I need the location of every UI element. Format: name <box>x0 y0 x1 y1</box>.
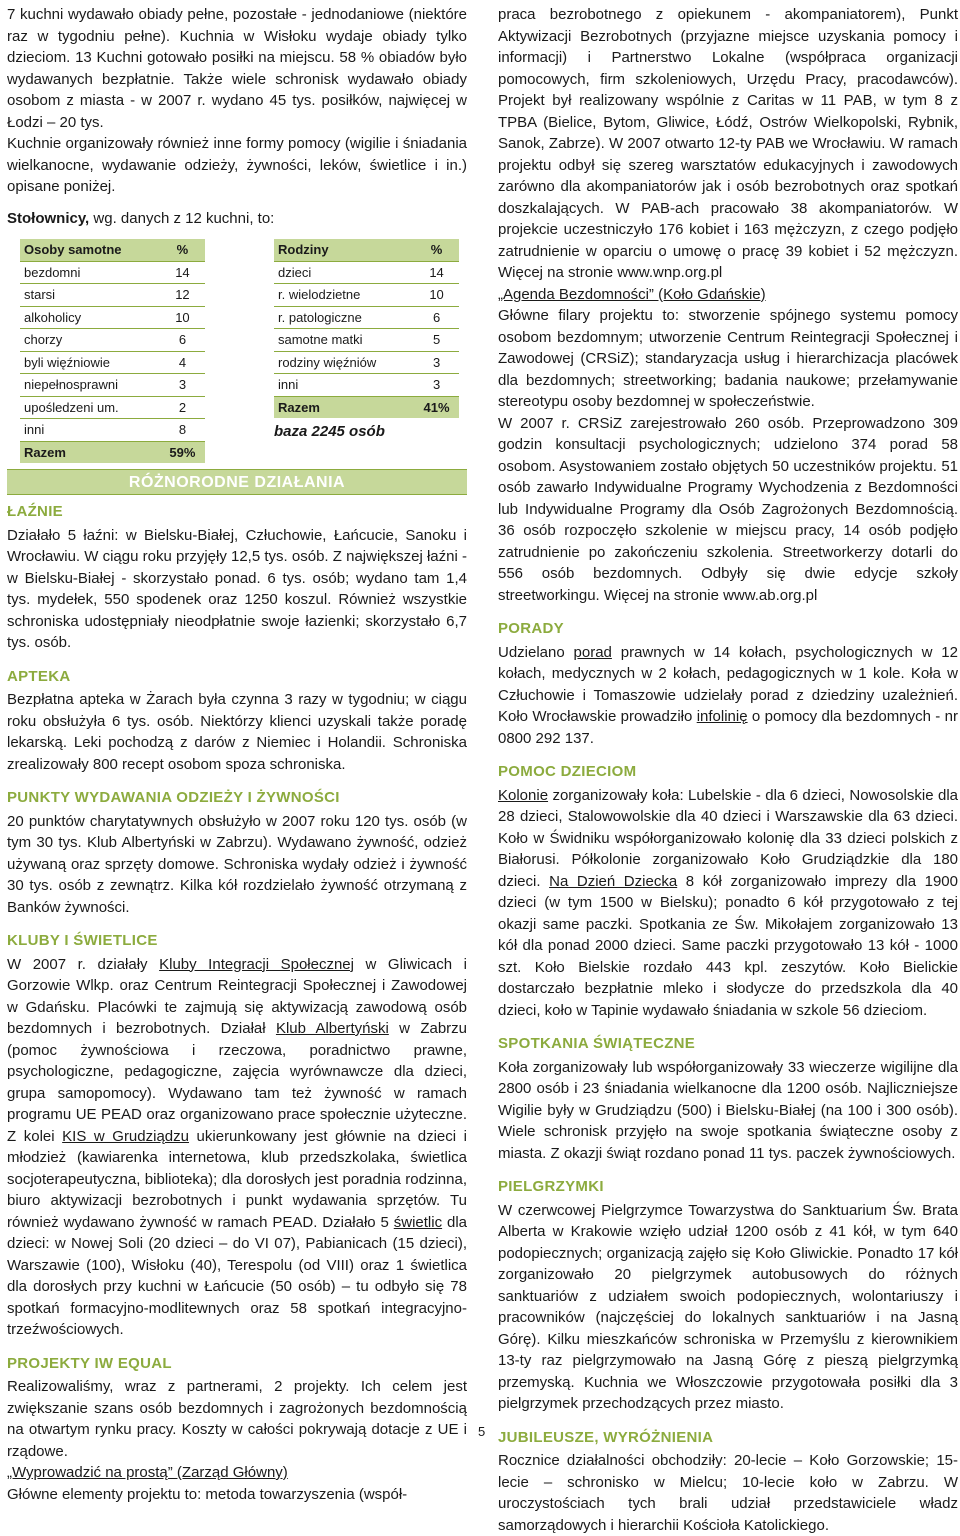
table-cell: 3 <box>414 374 459 397</box>
table-header-cell: % <box>414 239 459 261</box>
table-cell: chorzy <box>20 329 160 352</box>
table-cell: upośledzeni um. <box>20 396 160 419</box>
table-cell: r. wielodzietne <box>274 284 414 307</box>
table-row <box>274 306 459 329</box>
intro-paragraph: 7 kuchni wydawało obiady pełne, pozostałe - jednodaniowe (niektóre raz w tygodniu pełne). Kuchnia w Wisłoku wydaje obiady tylko dzieciom. 13 Kuchni gotowało posiłki na miejscu. 58 % obiadów było wydawanych bezpłatnie. Także wiele schronisk wydawało obiady osobom z miasta - w 2007 r. wydano 45 tys. posiłków, najwięcej w Łodzi – 20 tys. <box>7 6 467 131</box>
table-cell: 8 <box>160 419 205 442</box>
project-title: „Agenda Bezdomności” (Koło Gdańskie) <box>498 285 766 303</box>
section-text-pielgrzymki: W czerwcowej Pielgrzymce Towarzystwa do Sanktuarium Św. Brata Alberta w Krakowie wzięło udział 1200 osób z 41 kół, w tym 640 podopiecznych; organizacją zajęło się Koło Gliwickie. Ponadto 17 kół zorganizowało 20 pielgrzymek autobusowych do różnych sanktuariów z udziałem swoich podopiecznych, wolontariuszy i pracowników (najczęściej do lokalnych sanktuariów i na Jasną Górę). Kilku mieszkańców schroniska w Przemyślu z kierownikiem 13-ty raz pielgrzymowało na Jasną Górę z pieszą pielgrzymką przemyską. Kuchnia we Włoszczowie przygotowała posiłki dla 3 pielgrzymek przechodzących przez miasto. <box>498 1201 958 1412</box>
underlined-term: KIS w Grudziądzu <box>62 1127 189 1145</box>
table-single-persons <box>20 239 205 463</box>
section-heading-projekty: PROJEKTY IW EQUAL <box>7 1354 172 1372</box>
table-cell: 3 <box>160 374 205 397</box>
table-row <box>20 261 205 284</box>
table-cell: niepełnosprawni <box>20 374 160 397</box>
text-run: prawnych w 14 kołach, psychologicznych w 12 kołach, medycznych w 2 kołach, pedagogicznych w 1 kole. Koła w Człuchowie i Tomaszowie udzielały porad z dziedziny uzależnień. Koło Wrocławskie prowadziło <box>498 643 958 725</box>
table-cell: Razem <box>20 441 160 463</box>
table-cell: 59% <box>160 441 205 463</box>
text-run: zorganizowały koła: Lubelskie - dla 6 dzieci, Nowosolskie dla 28 dzieci, Stalowowolskie dla 40 dzieci i Warszawskie dla 63 dzieci. Koło w Świdniku współorganizowało kolonię dla 33 dzieci polskich z Białorusi. Półkolonie zorganizowało Koło Grudziądzkie dla 180 dzieci. <box>498 786 958 890</box>
paragraph: Główne filary projektu to: stworzenie spójnego systemu pomocy osobom bezdomnym; utworzenie Centrum Reintegracji Społecznej i Zawodowej (CRSiZ); standaryzacja usług i hierarchizacja placówek dla bezdomnych; streetworking; badania naukowe; przełamywanie stereotypu osoby bezdomnej w społeczeństwie. <box>498 307 958 410</box>
section-text-lazni: Działało 5 łaźni: w Bielsku-Białej, Człuchowie, Łańcucie, Sanoku i Wrocławiu. W ciągu roku przyjęły 12,5 tys. osób. Z największej łaźni - w Bielsku-Białej - skorzystało ponad. 6 tys. osób; wydano tam 1,4 tys. mydełek, 550 spodenek oraz 1250 koszul. Również wszystkie schroniska udostępniały nieodpłatnie swoje łazienki; skorzystało 6,7 tys. osób. <box>7 526 467 651</box>
table-header <box>274 239 459 261</box>
base-count-note: baza 2245 osób <box>274 423 385 440</box>
underlined-term: Klub Albertyński <box>275 1020 389 1037</box>
section-banner: RÓŻNORODNE DZIAŁANIA <box>7 469 467 495</box>
table-header-cell: % <box>160 239 205 261</box>
left-column <box>7 4 467 1505</box>
table-cell: 4 <box>160 351 205 374</box>
section-heading-spotkania: SPOTKANIA ŚWIĄTECZNE <box>498 1035 696 1052</box>
text-run: Udzielano <box>498 643 574 661</box>
section-text-projekty-2: Główne elementy projektu to: metoda towarzyszenia (współ- <box>7 1485 408 1503</box>
section-heading-kluby: KLUBY I ŚWIETLICE <box>7 932 158 949</box>
underlined-term: Kolonie <box>498 786 549 804</box>
section-text-jubileusze: Rocznice działalności obchodziły: 20-lecie – Koło Gorzowskie; 15-lecie – schronisko w Mielcu; 10-lecie koło w Zabrzu. W uroczystościach tych brali udział przedstawiciele władz samorządowych i hierarchii Kościoła Katolickiego. <box>498 1452 958 1534</box>
section-heading-jubileusze: JUBILEUSZE, WYRÓŻNIENIA <box>498 1428 714 1446</box>
section-text-punkty: 20 punktów charytatywnych obsłużyło w 2007 roku 120 tys. osób (w tym 30 tys. Klub Albertyński w Zabrzu). Wydawano żywność, odzież używaną oraz sprzęty domowe. Schroniska wydały odzież i żywność 30 tys. osób z zewnątrz. Kilka kół rozdzielało żywność otrzymaną z Banków żywności. <box>7 812 467 916</box>
text-run: ukierunkowany jest głównie na dzieci i młodzież (kawiarenka internetowa, klub przedszkolaka, świetlica socjoterapeutyczna, biblioteka); dla dorosłych jest poradnia rodzinna, biuro aktywizacji bezrobotnych i punkt wydawania sprzętów. Tu również wydawano żywność w ramach PEAD. Działało 5 <box>7 1127 467 1231</box>
table-row <box>20 284 205 307</box>
section-text-porady <box>498 642 958 750</box>
table-families <box>274 239 459 418</box>
table-cell: 12 <box>160 284 205 307</box>
underlined-term: Na Dzień Dziecka <box>549 872 678 890</box>
stolownicy-label: Stołownicy, <box>7 209 90 227</box>
table-cell: 3 <box>414 351 459 374</box>
section-heading-punkty: PUNKTY WYDAWANIA ODZIEŻY I ŻYWNOŚCI <box>7 789 340 806</box>
section-heading-pielgrzymki: PIELGRZYMKI <box>498 1178 604 1195</box>
stolownicy-text: wg. danych z 12 kuchni, to: <box>89 209 275 227</box>
paragraph: praca bezrobotnego z opiekunem - akompaniatorem), Punkt Aktywizacji Bezrobotnych (przyjazne miejsce uzyskania pomocy i informacji) i Partnerstwo Lokalne (współpraca organizacji pomocowych, firm szkoleniowych, Urzędu Pracy, pracodawców). Projekt był realizowany wspólnie z Caritas w 11 PAB, w tym 8 z TPBA (Bielice, Bytom, Gliwice, Łódź, Ostrów Wielkopolski, Rybnik, Sanok, Zabrze). W 2007 otwarto 12-ty PAB we Wrocławiu. W ramach projektu odbył się szereg warsztatów edukacyjnych i zawodowych zarówno dla akompaniatorów jak i osób bezrobotnych oraz spotkań doszkalających. W PAB-ach pracowało 38 akompaniatorów. W projekcie uczestniczyło 176 kobiet i 163 mężczyzn, z czego podjęło zatrudnienie w oparciu o umowę o pracę 39 kobiet i 52 mężczyzn. Więcej na stronie www.wnp.org.pl <box>498 6 958 281</box>
table-cell: samotne matki <box>274 329 414 352</box>
section-text-spotkania: Koła zorganizowały lub współorganizowały 33 wieczerze wigilijne dla 2800 osób i 23 śniadania wielkanocne dla 1200 osób. Najliczniejsze Wigilie były w Grudziądzu (500) i Bielsku-Białej (na 100 i 300 osób). Wiele schronisk przyjęło na swoje spotkania świąteczne osoby z miasta. Z okazji świąt rozdano ponad 11 tys. paczek żywnościowych. <box>498 1058 958 1162</box>
table-header-cell: Rodziny <box>274 239 414 261</box>
table-cell: byli więźniowie <box>20 351 160 374</box>
text-run: W 2007 r. działały <box>7 955 160 973</box>
table-row <box>20 351 205 374</box>
right-column <box>498 4 958 1536</box>
table-cell: r. patologiczne <box>274 306 414 329</box>
section-text-kluby <box>7 954 467 1341</box>
section-heading-lazni: ŁAŹNIE <box>7 503 63 520</box>
table-header <box>20 239 205 261</box>
project-title: „Wyprowadzić na prostą” (Zarząd Główny) <box>7 1464 288 1481</box>
table-cell: Razem <box>274 396 414 418</box>
table-cell: 6 <box>160 329 205 352</box>
table-cell: inni <box>20 419 160 442</box>
table-cell: alkoholicy <box>20 306 160 329</box>
table-cell: 14 <box>414 261 459 284</box>
underlined-term: infolinię <box>696 708 748 725</box>
table-row <box>20 329 205 352</box>
table-cell: rodziny więźniów <box>274 351 414 374</box>
stolownicy-line <box>7 208 467 230</box>
text-run: o pomocy dla bezdomnych - nr 0800 292 137. <box>498 708 958 747</box>
table-cell: 5 <box>414 329 459 352</box>
page-number: 5 <box>478 1424 486 1439</box>
table-cell: 14 <box>160 261 205 284</box>
table-row <box>274 329 459 352</box>
table-cell: 41% <box>414 396 459 418</box>
table-cell: 2 <box>160 396 205 419</box>
table-total-row <box>20 441 205 463</box>
table-cell: dzieci <box>274 261 414 284</box>
table-cell: starsi <box>20 284 160 307</box>
table-row <box>20 396 205 419</box>
section-heading-pomoc: POMOC DZIECIOM <box>498 763 637 780</box>
underlined-term: świetlic <box>393 1213 443 1231</box>
section-heading-apteka: APTEKA <box>7 667 71 685</box>
text-run: dla dzieci: w Nowej Soli (20 dzieci – do VI 07), Pabianicach (15 dzieci), Warszawie (100), Wisłoku (40), Terespolu (od VIII) oraz 1 świetlica dla dorosłych przy kuchni w Łańcucie (50 osób) – tu odbyło się 78 spotkań formacyjno-modlitewnych oraz 58 spotkań integracyjno-trzeźwościowych. <box>7 1213 467 1338</box>
table-cell: 10 <box>160 306 205 329</box>
section-text-projekty: Realizowaliśmy, wraz z partnerami, 2 projekty. Ich celem jest zwiększanie szans osób bezdomnych i zagrożonych bezdomnością na otwartym rynku pracy. Koszty w całości pokrywają dotacje z UE i rządowe. <box>7 1378 467 1460</box>
table-row <box>20 306 205 329</box>
table-cell: inni <box>274 374 414 397</box>
table-cell: 10 <box>414 284 459 307</box>
text-run: w Zabrzu (pomoc żywnościowa i rzeczowa, poradnictwo prawne, psychologiczne, pedagogiczne, zajęcia wyrównawcze dla dzieci, grupa samopomocy). Wydawano tam też żywność w ramach programu UE PEAD oraz organizowano prace społecznie użyteczne. Z kolei <box>7 1020 467 1145</box>
underlined-term: porad <box>573 643 612 661</box>
table-row <box>274 351 459 374</box>
table-cell: bezdomni <box>20 261 160 284</box>
section-text-apteka: Bezpłatna apteka w Żarach była czynna 3 razy w tygodniu; w ciągu roku obsłużyła 6 tys. osób. Niektórzy klienci uzyskali także poradę lekarską. Leki pochodzą z darów z Niemiec i Holandii. Schroniska zrealizowały 800 recept osobom spoza schroniska. <box>7 691 467 773</box>
section-heading-porady: PORADY <box>498 620 564 637</box>
table-cell: 6 <box>414 306 459 329</box>
table-header-cell: Osoby samotne <box>20 239 160 261</box>
table-row <box>20 419 205 442</box>
table-total-row <box>274 396 459 418</box>
table-row <box>274 374 459 397</box>
section-text-pomoc <box>498 785 958 1022</box>
text-run: w Gliwicach i Gorzowie Wlkp. oraz Centrum Reintegracji Społecznej i Zawodowej w Gdańsku. Placówki te zajmują się aktywizacją zawodową osób bezdomnych i bezrobotnych. Działał <box>7 955 467 1037</box>
table-row <box>274 284 459 307</box>
intro-paragraph-2: Kuchnie organizowały również inne formy pomocy (wigilie i śniadania wielkanocne, wydawanie odzieży, żywności, leków, świetlice i in.) opisane poniżej. <box>7 135 467 195</box>
statistics-tables <box>7 239 467 460</box>
table-row <box>274 261 459 284</box>
paragraph: W 2007 r. CRSiZ zarejestrowało 260 osób. Przeprowadzono 309 godzin konsultacji psychologicznych; udzielono 374 porad 58 osobom. Asystowaniem zostało objętych 50 uczestników projektu. 51 osób zawarło Indywidualne Programy Wychodzenia z Bezdomności lub Indywidualne Programy dla Osób Zagrożonych Bezdomnością. 36 osób rozpoczęło szkolenie w miejscu pracy, 14 osób podjęło zatrudnienie po zakończeniu szkolenia. Streetworkerzy dotarli do 556 osób bezdomnych. Odbyły się dwie edycje szkoły streetworkingu. Więcej na stronie www.ab.org.pl <box>498 414 958 604</box>
text-run: 8 kół zorganizowało imprezy dla 1900 dzieci (w tym 1500 w Bielsku); ponadto 6 kół przygotowało z tej okazji same paczki. Spotkania ze Św. Mikołajem zorganizowało 13 kół dla ponad 2000 dzieci. Same paczki przygotowało 13 kół - 1000 szt. Koło Bielskie rozdało 443 kpl. zeszytów. Koło Bielickie dostarczało bezpłatnie mleko i słodycze do przedszkola dla 40 dzieci, koło w Tapinie wydawało śniadania w szkole 56 dzieciom. <box>498 872 958 1019</box>
table-row <box>20 374 205 397</box>
underlined-term: Kluby Integracji Społecznej <box>159 955 354 973</box>
